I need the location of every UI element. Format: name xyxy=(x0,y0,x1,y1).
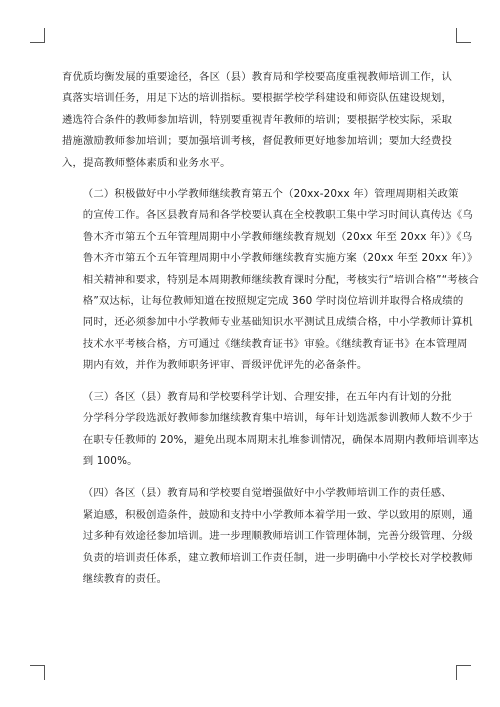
crop-mark-top-left xyxy=(30,28,45,43)
text-line: 紧迫感，积极创造条件，鼓励和支持中小学教师本着学用一致、学以致用的原则，通 xyxy=(82,508,473,521)
text-line: 育优质均衡发展的重要途径，各区（县）教育局和学校要高度重视教师培训工作，认 xyxy=(62,71,452,83)
text-line: 措施激励教师参加培训；要加强培训考核，督促教师更好地参加培训；要加大经费投 xyxy=(62,135,452,148)
text-line: 相关精神和要求，特别是本周期教师继续教育课时分配，考核实行“培训合格”“考核合 xyxy=(82,273,479,286)
crop-mark-bottom-right xyxy=(456,665,471,680)
text-line: （三）各区（县）教育局和学校要科学计划、合理安排，在五年内有计划的分批 xyxy=(82,390,452,403)
crop-mark-top-right xyxy=(456,28,471,43)
document-body xyxy=(62,67,479,590)
text-line: 到 100%。 xyxy=(82,454,138,467)
text-line: 在职专任教师的 20%，避免出现本周期末扎堆参训情况，确保本周期内教师培训率达 xyxy=(82,433,479,446)
text-line: 同时，还必须参加中小学教师专业基础知识水平测试且成绩合格，中小学教师计算机 xyxy=(82,316,473,329)
text-line: 遴选符合条件的教师参加培训，特别要重视青年教师的培训；要根据学校实际，采取 xyxy=(62,113,452,126)
paragraph-4 xyxy=(62,483,473,590)
text-line: 分学科分学段选派好教师参加继续教育集中培训，每年计划选派参训教师人数不少于 xyxy=(82,412,473,425)
text-line: 的宣传工作。各区县教育局和各学校要认真在全校教职工集中学习时间认真传达《乌 xyxy=(82,209,473,222)
text-line: 负责的培训责任体系，建立教师培训工作责任制，进一步明确中小学校长对学校教师 xyxy=(82,551,473,564)
text-line: 技术水平考核合格，方可通过《继续教育证书》审验。《继续教育证书》在本管理周 xyxy=(82,337,468,350)
crop-mark-bottom-left xyxy=(30,665,45,680)
text-line: 期内有效，并作为教师职务评审、晋级评优评先的必备条件。 xyxy=(82,359,368,372)
text-line: 继续教育的责任。 xyxy=(82,572,168,585)
text-line: 入，提高教师整体素质和业务水平。 xyxy=(62,156,231,169)
text-line: 鲁木齐市第五个五年管理周期中小学教师继续教育规划（20xx 年至 20xx 年）》《乌 xyxy=(82,230,473,243)
paragraph-2 xyxy=(62,184,479,377)
text-line: （二）积极做好中小学教师继续教育第五个（20xx-20xx 年）管理周期相关政策 xyxy=(82,188,459,201)
text-line: 格”双达标，让每位教师知道在按照规定完成 360 学时岗位培训并取得合格成绩的 xyxy=(82,295,464,308)
paragraph-3 xyxy=(62,387,479,473)
text-line: 真落实培训任务，用足下达的培训指标。要根据学校学科建设和师资队伍建设规划， xyxy=(62,92,452,105)
text-line: 鲁木齐市第五个五年管理周期中小学教师继续教育实施方案（20xx 年至 20xx 年）》 xyxy=(82,252,478,265)
text-line: （四）各区（县）教育局和学校要自觉增强做好中小学教师培训工作的责任感、 xyxy=(82,487,452,500)
text-line: 过多种有效途径参加培训。进一步理顺教师培训工作管理体制，完善分级管理、分级 xyxy=(82,530,473,543)
paragraph-1 xyxy=(62,67,452,174)
